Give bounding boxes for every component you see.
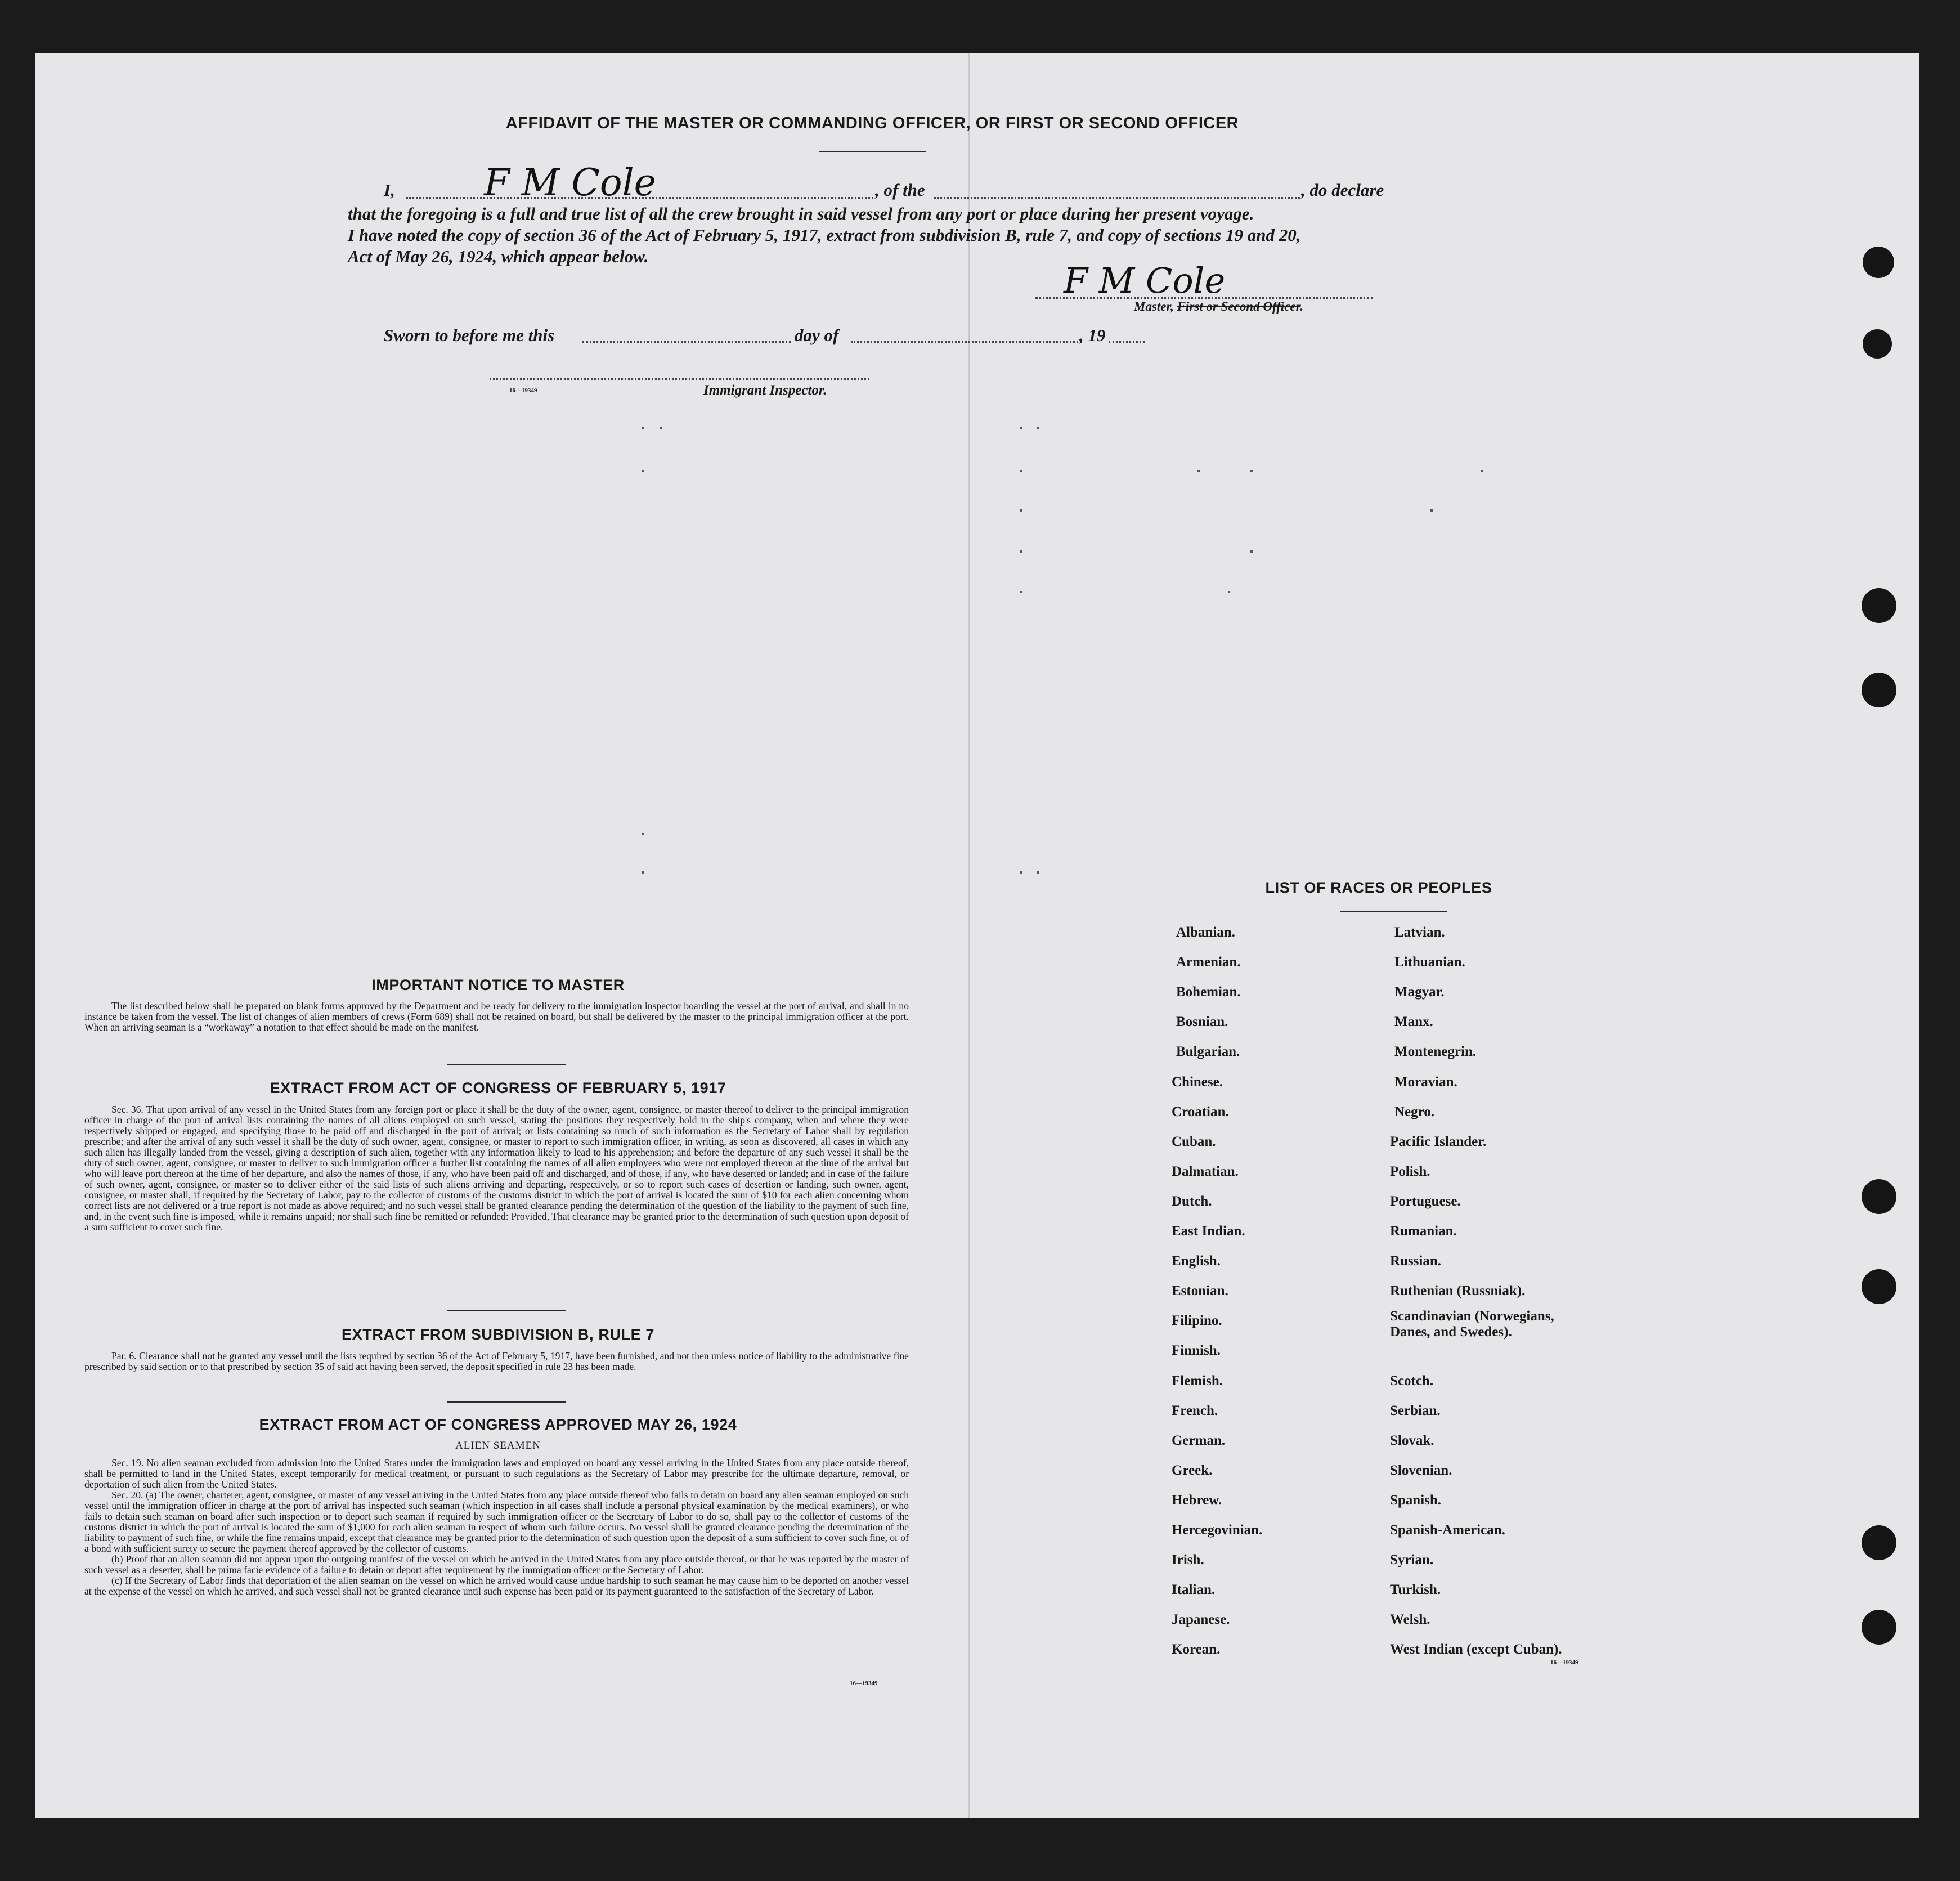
extract-1917-body — [84, 1104, 909, 1233]
race-item: Moravian. — [1394, 1074, 1457, 1090]
handwritten-name: F M Cole — [484, 161, 656, 204]
notice-body — [84, 1001, 909, 1033]
race-item: Greek. — [1172, 1462, 1213, 1478]
form-dot — [1250, 550, 1253, 553]
race-item: Bohemian. — [1176, 984, 1241, 1000]
rule7-paragraph: Par. 6. Clearance shall not be granted any vessel until the lists required by section 36 of the Act of February 5, 1917, have been furnished, and not then unless notice of liability to the administrative fine prescribed by said section or to that prescribed by section 35 of said act having been served, the deposit specified in rule 23 has been made. — [84, 1350, 909, 1372]
punch-hole — [1862, 588, 1896, 623]
race-item: Russian. — [1390, 1253, 1442, 1269]
race-item: Slovenian. — [1390, 1462, 1452, 1478]
race-item: English. — [1172, 1253, 1221, 1269]
alien-seamen-subtitle: ALIEN SEAMEN — [455, 1440, 541, 1452]
punch-hole — [1862, 1610, 1896, 1645]
form-dot — [1020, 591, 1022, 593]
sworn-month-line — [851, 341, 1082, 343]
inspector-caption: Immigrant Inspector. — [703, 383, 827, 398]
form-dot — [1481, 470, 1483, 472]
affidavit-i: I, — [384, 180, 395, 200]
sworn-label: Sworn to before me this — [384, 325, 555, 345]
form-dot — [1430, 509, 1433, 512]
race-item: Serbian. — [1390, 1403, 1441, 1418]
extract-1917-title: EXTRACT FROM ACT OF CONGRESS OF FEBRUARY 5, 1917 — [270, 1080, 726, 1096]
signature-line — [1035, 297, 1373, 299]
form-dot — [1020, 427, 1022, 429]
race-item: Filipino. — [1172, 1313, 1222, 1329]
race-item: Armenian. — [1176, 955, 1241, 970]
races-underline — [1340, 911, 1447, 912]
of-the-label: , of the — [875, 180, 925, 200]
punch-hole — [1862, 673, 1896, 707]
race-item: Spanish. — [1390, 1492, 1442, 1508]
sworn-day-line — [582, 341, 791, 343]
race-item: Pacific Islander. — [1390, 1134, 1487, 1149]
handwritten-signature: F M Cole — [1064, 260, 1226, 301]
race-item: Irish. — [1172, 1552, 1204, 1568]
sec19-paragraph: Sec. 19. No alien seaman excluded from admission into the United States under the immigration laws and employed on board any vessel arriving in the United States from any place outside thereof, shall be permitted to land in the United States, except temporarily for medical treatment, or pursuant to such regulations as the Secretary of Labor may prescribe for the ultimate departure, removal, or deportation of such alien from the United States. — [84, 1457, 909, 1490]
race-item: Ruthenian (Russniak). — [1390, 1283, 1526, 1299]
form-number-left: 16—19349 — [850, 1680, 878, 1687]
declaration-line-2: that the foregoing is a full and true list of all the crew brought in said vessel from any port or place during her present voyage. — [348, 204, 1254, 223]
race-item: Hercegovinian. — [1172, 1522, 1263, 1538]
race-item: Estonian. — [1172, 1283, 1228, 1299]
affidavit-title: AFFIDAVIT OF THE MASTER OR COMMANDING OFFICER, OR FIRST OR SECOND OFFICER — [505, 114, 1239, 132]
race-item: Korean. — [1172, 1642, 1221, 1658]
caption-period: . — [1300, 299, 1304, 314]
race-item: Montenegrin. — [1394, 1044, 1477, 1060]
race-item: Syrian. — [1390, 1552, 1434, 1568]
section-divider — [447, 1401, 566, 1403]
race-item: Italian. — [1172, 1582, 1216, 1598]
day-of-label: day of — [795, 325, 839, 345]
sec20a-paragraph: Sec. 20. (a) The owner, charterer, agent, consignee, or master of any vessel arriving in the United States from any place outside thereof who fails to detain on board any alien seaman employed on such vessel until the immigration officer in charge at the port of arrival has inspected such seaman (which inspection in all cases shall include a personal physical examination by the medical examiners), or who fails to detain such seaman on board after such inspection or to deport such seaman if required by such immigration officer or the Secretary of Labor to do so, shall pay to the collector of customs of the customs district in which the port of arrival is located the sum of $1,000 for each alien seaman in respect of whom such failure occurs. No vessel shall be granted clearance pending the determination of the liability to payment of such fine, or while the fine remains unpaid, except that clearance may be granted prior to the determination of such question upon the deposit of a sum sufficient to cover such fine, or of a bond with sufficient surety to secure the payment thereof approved by the collector of customs. — [84, 1489, 909, 1554]
form-dot — [660, 427, 662, 429]
race-item: Flemish. — [1172, 1373, 1223, 1389]
race-item: Slovak. — [1390, 1432, 1434, 1448]
section-36-paragraph: Sec. 36. That upon arrival of any vessel in the United States from any foreign port or place it shall be the duty of the owner, agent, consignee, or master thereof to deliver to the principal immigration officer in charge of the port of arrival lists containing the names of all aliens employed on such vessel, stating the positions they respectively hold in the ship's company, when and where they were respectively shipped or engaged, and specifying those to be paid off and discharged in the port of arrival; or lists containing so much of such information as the Secretary of Labor shall by regulation prescribe; and after the arrival of any such vessel it shall be the duty of such owner, agent, consignee, or master to report to such immigration officer, in writing, as soon as discovered, all cases in which any such alien has illegally landed from the vessel, giving a description of such alien, together with any information likely to lead to his apprehension; and before the departure of any such vessel it shall be the duty of such owner, agent, consignee, or master to deliver to such immigration officer a further list containing the names of all alien employees who were not employed thereon at the time of the arrival but who will leave port thereon at the time of her departure, and also the names of those, if any, who have been paid off and discharged, and of those, if any, who have deserted or landed; and in case of the failure of such owner, agent, consignee, or master so to deliver either of the said lists of such aliens arriving and departing, respectively, or so to report such cases of desertion or landing, such owner, agent, consignee, or master shall, if required by the Secretary of Labor, pay to the collector of customs of the customs district in which the port of arrival is located the sum of $10 for each alien concerning whom correct lists are not delivered or a true report is not made as above required; and no such vessel shall be granted clearance pending the determination of the question of the liability to the payment of such fine, and, in the event such fine is imposed, while it remains unpaid; nor shall such fine be remitted or refunded: Provided, That clearance may be granted prior to the determination of such question upon deposit of a sum sufficient to cover such fine. — [84, 1104, 909, 1233]
race-item: Turkish. — [1390, 1582, 1441, 1598]
form-number-right: 16—19349 — [1550, 1659, 1578, 1666]
race-item: Dalmatian. — [1172, 1163, 1239, 1179]
punch-hole — [1863, 247, 1894, 278]
form-dot — [642, 871, 644, 874]
caption-master: Master, — [1134, 299, 1174, 314]
declaration-line-3: I have noted the copy of section 36 of the Act of February 5, 1917, extract from subdivision B, rule 7, and copy of sections 19 and 20, — [348, 225, 1301, 245]
section-divider — [447, 1310, 566, 1311]
punch-hole — [1862, 1525, 1896, 1560]
race-item: Scotch. — [1390, 1373, 1434, 1389]
sec20b-paragraph: (b) Proof that an alien seaman did not appear upon the outgoing manifest of the vessel on which he arrived in the United States from any place outside thereof, or that he was reported by the master of such vessel as a deserter, shall be prima facie evidence of a failure to detain or deport after requirement by the immigration officer or the Secretary of Labor. — [84, 1553, 909, 1575]
race-item: Portuguese. — [1390, 1193, 1461, 1209]
punch-hole — [1863, 329, 1892, 359]
race-item: Scandinavian (Norwegians, Danes, and Swedes). — [1390, 1309, 1554, 1340]
race-item: German. — [1172, 1432, 1226, 1448]
form-dot — [1020, 509, 1022, 512]
punch-hole — [1862, 1179, 1896, 1214]
race-item: Dutch. — [1172, 1193, 1212, 1209]
race-item: Negro. — [1394, 1104, 1435, 1119]
form-dot — [1250, 470, 1253, 472]
race-item: Manx. — [1394, 1014, 1433, 1030]
race-item: French. — [1172, 1403, 1218, 1418]
race-item: Polish. — [1390, 1163, 1430, 1179]
form-dot — [1037, 427, 1039, 429]
form-dot — [642, 427, 644, 429]
race-item: Cuban. — [1172, 1134, 1216, 1149]
do-declare-label: , do declare — [1301, 180, 1384, 200]
form-dot — [1020, 470, 1022, 472]
race-item: Bulgarian. — [1176, 1044, 1240, 1060]
caption-struck-officer: First or Second Officer — [1177, 299, 1300, 314]
race-item: Albanian. — [1176, 925, 1235, 940]
races-title: LIST OF RACES OR PEOPLES — [1265, 879, 1492, 896]
rule7-body — [84, 1351, 909, 1372]
race-item: West Indian (except Cuban). — [1390, 1642, 1562, 1658]
title-underline — [819, 151, 926, 152]
race-item: Magyar. — [1394, 984, 1445, 1000]
race-item: Latvian. — [1394, 925, 1445, 940]
extract-1924-body — [84, 1458, 909, 1597]
year-prefix: , 19 — [1079, 325, 1106, 345]
race-item: Bosnian. — [1176, 1014, 1228, 1030]
race-item: Rumanian. — [1390, 1224, 1457, 1239]
form-dot — [642, 833, 644, 835]
page-fold — [968, 53, 970, 1818]
race-item: Croatian. — [1172, 1104, 1229, 1119]
race-item: Japanese. — [1172, 1612, 1230, 1628]
form-dot — [642, 470, 644, 472]
race-item: East Indian. — [1172, 1224, 1245, 1239]
inspector-signature-line — [490, 378, 869, 380]
race-item: Hebrew. — [1172, 1492, 1222, 1508]
signature-caption — [1134, 299, 1303, 314]
rule7-title: EXTRACT FROM SUBDIVISION B, RULE 7 — [342, 1326, 654, 1343]
race-item: Finnish. — [1172, 1343, 1221, 1359]
section-divider — [447, 1064, 566, 1065]
extract-1924-title: EXTRACT FROM ACT OF CONGRESS APPROVED MAY 26, 1924 — [259, 1416, 737, 1433]
declaration-line-4: Act of May 26, 1924, which appear below. — [348, 247, 649, 266]
race-item: Lithuanian. — [1394, 955, 1465, 970]
sworn-year-line — [1109, 341, 1145, 343]
form-dot — [1037, 871, 1039, 874]
form-dot — [1020, 550, 1022, 553]
form-dot — [1020, 871, 1022, 874]
race-item: Spanish-American. — [1390, 1522, 1505, 1538]
form-dot — [1197, 470, 1200, 472]
race-item: Chinese. — [1172, 1074, 1223, 1090]
form-number-top: 16—19349 — [509, 387, 537, 394]
punch-hole — [1862, 1269, 1896, 1304]
race-item: Welsh. — [1390, 1612, 1430, 1628]
form-dot — [1228, 591, 1230, 593]
notice-paragraph: The list described below shall be prepared on blank forms approved by the Department and be ready for delivery to the immigration inspector boarding the vessel at the port of arrival, and shall in no instance be taken from the vessel. The list of changes of alien members of crews (Form 689) shall not be retained on board, but shall be delivered by the master to the principal immigration officer at the port. When an arriving seaman is a “workaway” a notation to that effect should be made on the manifest. — [84, 1000, 909, 1033]
sec20c-paragraph: (c) If the Secretary of Labor finds that deportation of the alien seaman on the vessel on which he arrived would cause undue hardship to such seaman he may cause him to be deported on another vessel at the expense of the vessel on which he arrived, and such vessel shall not be granted clearance until such expense has been paid or its payment guaranteed to the satisfaction of the Secretary of Labor. — [84, 1575, 909, 1597]
vessel-field-line — [934, 197, 1300, 199]
notice-title: IMPORTANT NOTICE TO MASTER — [371, 977, 625, 993]
